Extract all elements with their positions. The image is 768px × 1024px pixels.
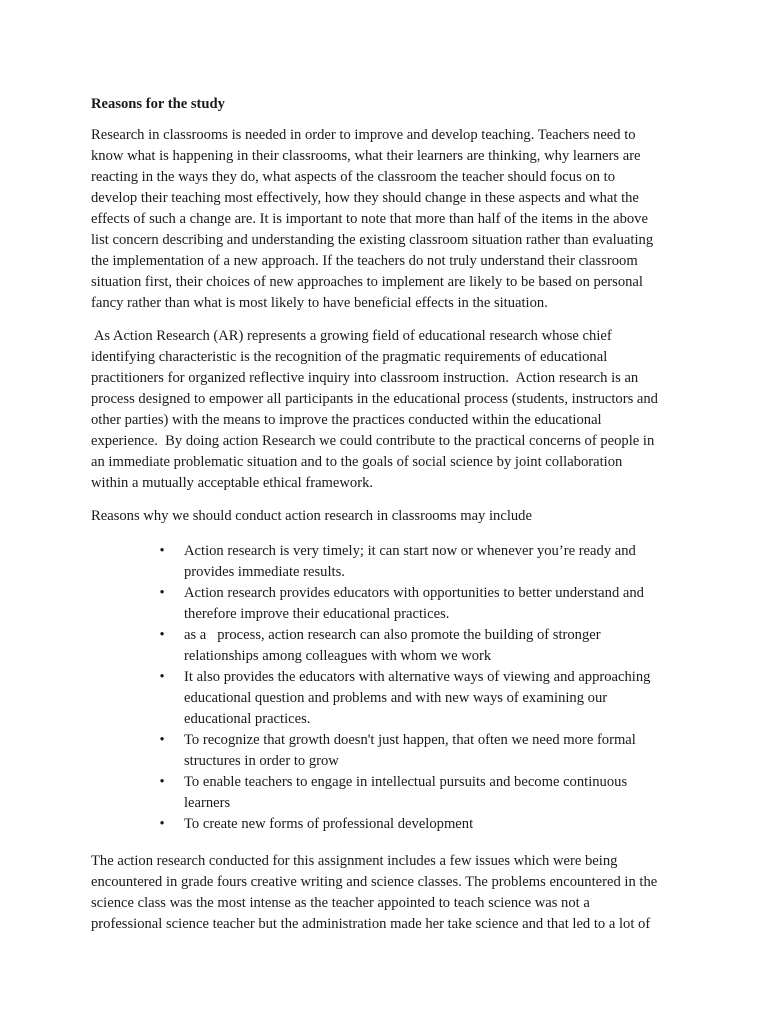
list-item [91,730,683,772]
bullet-icon: • [159,669,165,685]
text-line: practitioners for organized reflective inquiry into classroom instruction. Action research is an [91,370,639,386]
text-line: provides immediate results. [184,564,345,580]
paragraph-list-intro [91,506,683,527]
bullet-icon: • [159,585,165,601]
text-line: process designed to empower all participants in the educational process (students, instructors and [91,391,658,407]
text-line: as a process, action research can also promote the building of stronger [184,627,601,643]
list-item [91,583,683,625]
text-line: list concern describing and understanding the existing classroom situation rather than evaluating [91,232,654,248]
text-line: Research in classrooms is needed in order to improve and develop teaching. Teachers need to [91,127,636,143]
text-line: To create new forms of professional development [184,816,474,832]
text-line: relationships among colleagues with whom we work [184,648,492,664]
text-line: To enable teachers to engage in intellectual pursuits and become continuous [184,774,628,790]
reasons-list [91,541,683,835]
text-line: an immediate problematic situation and to the goals of social science by joint collaboration [91,454,623,470]
list-item [91,625,683,667]
list-item [91,667,683,730]
text-line: Reasons why we should conduct action research in classrooms may include [91,508,532,524]
paragraph-action-research [91,326,683,494]
text-line: situation first, their choices of new approaches to implement are likely to be based on personal [91,274,643,290]
text-line: within a mutually acceptable ethical framework. [91,475,374,491]
text-line: identifying characteristic is the recognition of the pragmatic requirements of educational [91,349,608,365]
text-line: reacting in the ways they do, what aspects of the classroom the teacher should focus on to [91,169,616,185]
text-line: therefore improve their educational practices. [184,606,450,622]
text-line: experience. By doing action Research we could contribute to the practical concerns of people in [91,433,655,449]
text-line: fancy rather than what is most likely to have beneficial effects in the situation. [91,295,548,311]
text-line: educational question and problems and with new ways of examining our [184,690,608,706]
text-line: learners [184,795,231,811]
text-line: It also provides the educators with alternative ways of viewing and approaching [184,669,651,685]
bullet-icon: • [159,774,165,790]
bullet-icon: • [159,543,165,559]
document-page [91,94,683,947]
text-line: professional science teacher but the administration made her take science and that led to a lot of [91,916,651,932]
list-item [91,541,683,583]
paragraph-closing [91,851,683,935]
list-item [91,814,683,835]
text-line: the implementation of a new approach. If the teachers do not truly understand their classroom [91,253,638,269]
bullet-icon: • [159,816,165,832]
list-item [91,772,683,814]
text-line: As Action Research (AR) represents a growing field of educational research whose chief [91,328,612,344]
paragraph-reasons-intro [91,125,683,314]
text-line: know what is happening in their classrooms, what their learners are thinking, why learners are [91,148,641,164]
text-line: develop their teaching most effectively, how they should change in these aspects and what the [91,190,639,206]
bullet-icon: • [159,732,165,748]
text-line: To recognize that growth doesn't just happen, that often we need more formal [184,732,636,748]
text-line: effects of such a change are. It is important to note that more than half of the items in the above [91,211,648,227]
bullet-icon: • [159,627,165,643]
text-line: The action research conducted for this assignment includes a few issues which were being [91,853,618,869]
text-line: science class was the most intense as the teacher appointed to teach science was not a [91,895,590,911]
text-line: structures in order to grow [184,753,339,769]
text-line: other parties) with the means to improve the practices conducted within the educational [91,412,602,428]
text-line: encountered in grade fours creative writing and science classes. The problems encountered in the [91,874,658,890]
section-heading: Reasons for the study [91,96,225,112]
text-line: Action research provides educators with opportunities to better understand and [184,585,644,601]
text-line: educational practices. [184,711,311,727]
text-line: Action research is very timely; it can start now or whenever you’re ready and [184,543,636,559]
